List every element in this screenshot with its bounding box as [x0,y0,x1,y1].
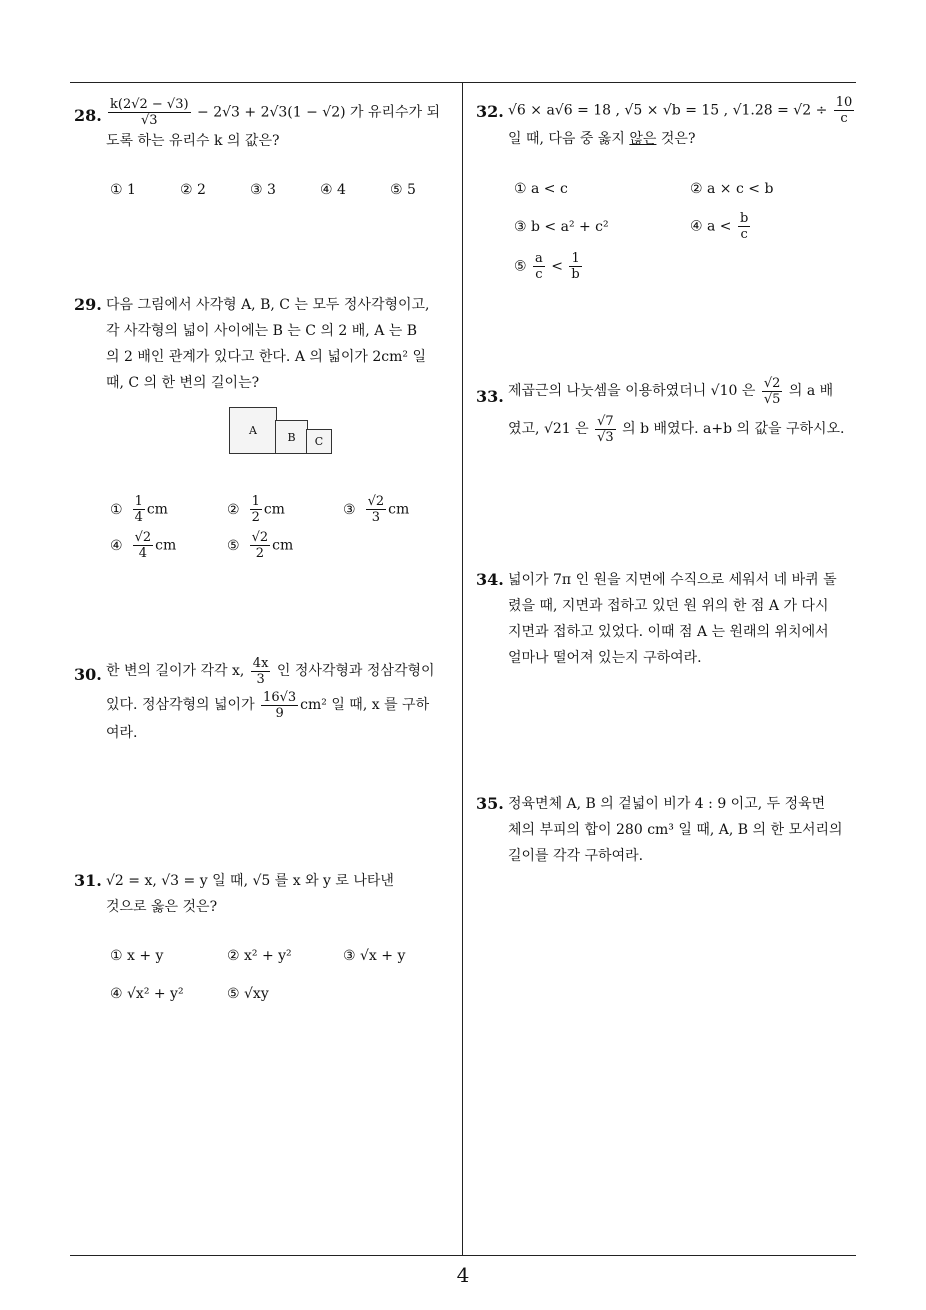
option[interactable]: ⑤ √xy [227,986,269,1002]
question-text: 얼마나 떨어져 있는지 구하여라. [508,650,702,666]
question-29 [74,292,456,396]
question-text: 각 사각형의 넓이 사이에는 B 는 C 의 2 배, A 는 B [106,323,418,339]
question-number: 28. [74,106,102,125]
option[interactable]: ⑤ $\frac{√2}{2}$ cm [227,530,294,561]
question-text: 렸을 때, 지면과 접하고 있던 원 위의 한 점 A 가 다시 [508,598,829,614]
question-text: 인 정사각형과 정삼각형이 [276,663,435,679]
question-34 [476,567,858,671]
question-31 [74,868,456,920]
question-text: 였고, √21 은 [508,421,589,437]
option[interactable]: ② 2 [180,182,206,198]
option[interactable]: ⑤ $\frac{a}{c}$ < $\frac{1}{b}$ [514,251,580,282]
question-28 [74,97,456,154]
question-33 [476,372,858,448]
option[interactable]: ④ 4 [320,182,346,198]
question-text: cm² 일 때, x 를 구하 [300,697,430,713]
top-rule [70,82,856,83]
question-text: 의 2 배인 관계가 있다고 한다. A 의 넓이가 2cm² 일 [106,349,426,365]
question-text: 체의 부피의 합이 280 cm³ 일 때, A, B 의 한 모서리의 [508,822,843,838]
option[interactable]: ① x + y [110,948,164,964]
question-text: √6 × a√6 = 18 , √5 × √b = 15 , √1.28 = √2 ÷ [508,102,828,119]
question-text: 일 때, 다음 중 옳지 [508,131,625,147]
question-number: 33. [476,387,504,406]
question-text: 넓이가 7π 인 원을 지면에 수직으로 세워서 네 바퀴 돌 [508,572,837,588]
question-text: 여라. [106,725,138,741]
question-text: 다음 그림에서 사각형 A, B, C 는 모두 정사각형이고, [106,297,430,313]
option[interactable]: ② x² + y² [227,948,292,964]
option[interactable]: ③ √x + y [343,948,406,964]
question-number: 30. [74,665,102,684]
underlined-text: 않은 [629,131,657,147]
question-30 [74,654,456,744]
question-text: 도록 하는 유리수 k 의 값은? [106,133,280,149]
option[interactable]: ④ √x² + y² [110,986,184,1002]
question-number: 31. [74,871,102,890]
question-text: 의 b 배였다. a+b 의 값을 구하시오. [622,421,845,437]
question-text: 때, C 의 한 변의 길이는? [106,375,260,391]
option[interactable]: ① 1 [110,182,136,198]
option[interactable]: ② a × c < b [690,181,774,197]
option[interactable]: ③ b < a² + c² [514,219,609,235]
column-divider [462,82,463,1255]
option[interactable]: ③ $\frac{√2}{3}$ cm [343,494,410,525]
question-text: − 2√3 + 2√3(1 − √2) 가 유리수가 되 [197,104,441,121]
question-35 [476,791,858,869]
option[interactable]: ① a < c [514,181,568,197]
page-number: 4 [456,1263,470,1287]
question-text: 한 변의 길이가 각각 x, [106,663,245,679]
fraction: $\frac{4x}{3}$ [252,655,269,687]
option[interactable]: ⑤ 5 [390,182,416,198]
question-text: 길이를 각각 구하여라. [508,848,644,864]
question-text: 것으로 옳은 것은? [106,899,218,915]
question-text: 있다. 정삼각형의 넓이가 [106,697,255,713]
square-c: C [306,429,332,454]
square-b: B [275,420,308,454]
fraction: $\frac{k(2√2 - √3)}{√3}$ [110,97,189,128]
question-number: 34. [476,570,504,589]
bottom-rule [70,1255,856,1256]
option[interactable]: ① $\frac{1}{4}$ cm [110,494,168,525]
fraction: $\frac{16√3}{9}$ [263,689,297,721]
option[interactable]: ② $\frac{1}{2}$ cm [227,494,285,525]
option[interactable]: ④ $\frac{√2}{4}$ cm [110,530,177,561]
fraction: $\frac{10}{c}$ [835,95,853,126]
question-number: 29. [74,295,102,314]
question-number: 32. [476,102,504,121]
question-number: 35. [476,794,504,813]
option[interactable]: ④ a < $\frac{b}{c}$ [690,211,749,242]
fraction: $\frac{√2}{√5}$ [763,375,781,407]
option[interactable]: ③ 3 [250,182,276,198]
question-text: 정육면체 A, B 의 겉넓이 비가 4 : 9 이고, 두 정육면 [508,796,826,812]
question-32 [476,95,858,152]
question-text: √2 = x, √3 = y 일 때, √5 를 x 와 y 로 나타낸 [106,873,394,889]
fraction: $\frac{√7}{√3}$ [597,413,614,445]
question-text: 것은? [660,131,696,147]
question-text: 의 a 배 [788,383,834,399]
question-text: 제곱근의 나눗셈을 이용하였더니 √10 은 [508,383,756,399]
question-text: 지면과 접하고 있었다. 이때 점 A 는 원래의 위치에서 [508,624,829,640]
square-a: A [229,407,277,454]
